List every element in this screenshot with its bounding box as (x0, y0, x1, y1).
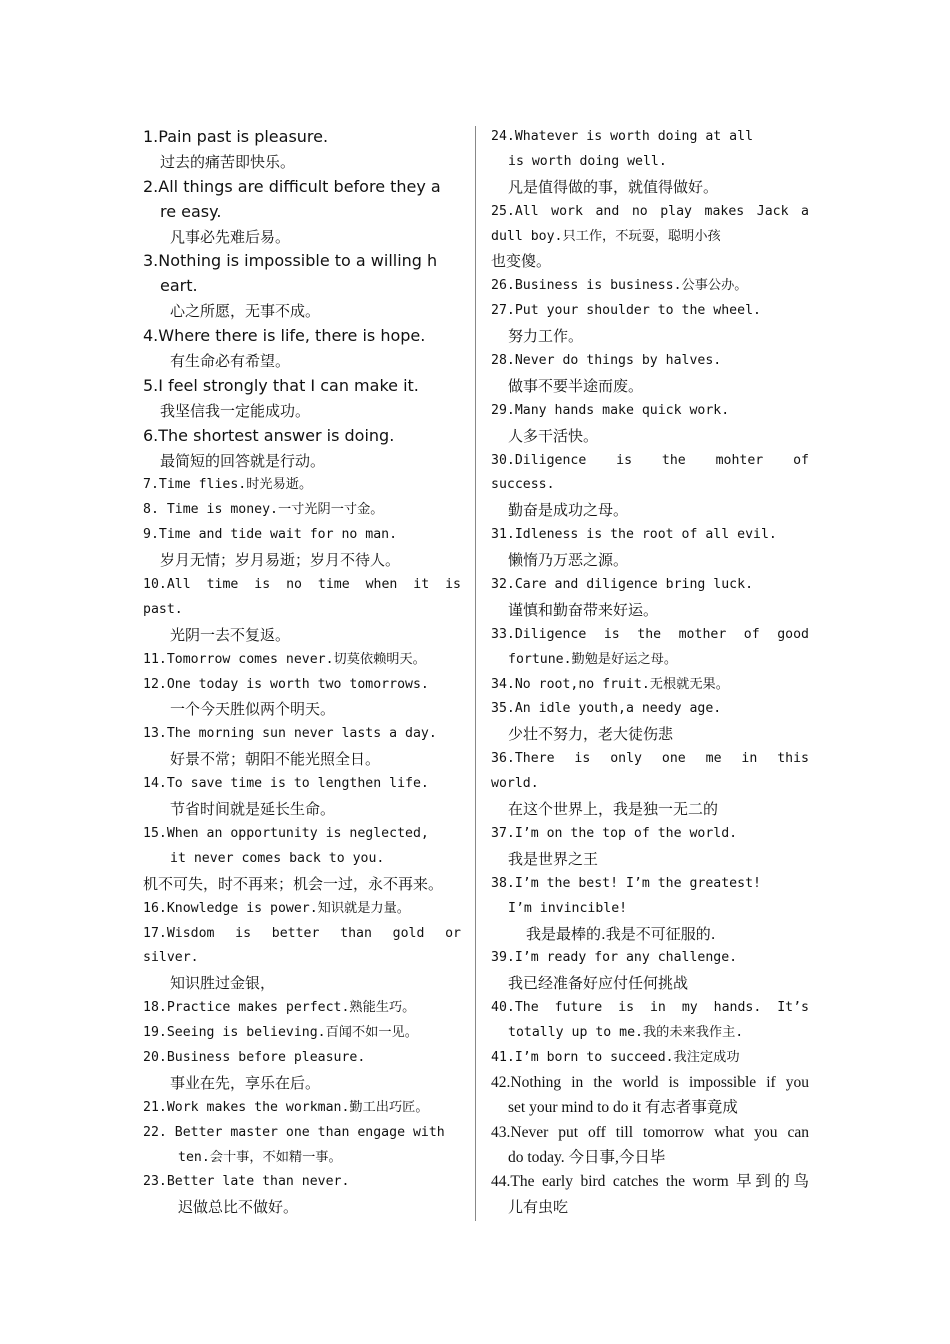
text-line: 2.All things are difficult before they a (143, 176, 441, 196)
text-line: success. (491, 477, 555, 493)
text-line: do today. 今日事,今日毕 (508, 1148, 666, 1166)
right-column (491, 125, 809, 1220)
text-line: totally up to me.我的未来我作主. (508, 1025, 744, 1041)
text-line: 懒惰乃万恶之源。 (508, 551, 629, 570)
text-line: 37.I’m on the top of the world. (491, 825, 738, 841)
text-line: 一个今天胜似两个明天。 (170, 700, 336, 719)
text-line: re easy. (160, 201, 222, 221)
text-line: 7.Time flies.时光易逝。 (143, 477, 313, 493)
text-line: 13.The morning sun never lasts a day. (143, 726, 437, 742)
text-line: 28.Never do things by halves. (491, 353, 722, 369)
text-line: 21.Work makes the workman.勤工出巧匠。 (143, 1099, 429, 1115)
text-line: 25.All work and no play makes Jack a (491, 203, 809, 219)
text-line: 我是世界之王 (508, 849, 599, 868)
text-line: 3.Nothing is impossible to a willing h (143, 251, 438, 271)
text-line: set your mind to do it 有志者事竟成 (508, 1098, 738, 1116)
text-line: 43.Never put off till tomorrow what you can (491, 1123, 809, 1141)
text-line: 23.Better late than never. (143, 1174, 350, 1190)
text-line: 36.There is only one me in this (491, 751, 809, 767)
text-line: 26.Business is business.公事公办。 (491, 278, 748, 294)
text-line: 勤奋是成功之母。 (508, 501, 629, 520)
text-line: 14.To save time is to lengthen life. (143, 776, 429, 792)
text-line: 努力工作。 (508, 327, 584, 346)
text-line: 好景不常；朝阳不能光照全日。 (170, 750, 381, 769)
text-line: 凡事必先难后易。 (170, 227, 291, 246)
text-line: 凡是值得做的事，就值得做好。 (508, 177, 719, 196)
text-line: dull boy.只工作，不玩耍，聪明小孩 (491, 228, 721, 244)
text-line: 光阴一去不复返。 (170, 625, 291, 644)
text-line: 我是最棒的.我是不可征服的. (526, 924, 716, 943)
text-line: eart. (160, 276, 198, 296)
text-line: 40.The future is in my hands. It’s (491, 1000, 809, 1016)
text-line: 32.Care and diligence bring luck. (491, 577, 754, 593)
column-divider (475, 126, 476, 1221)
text-line: 迟做总比不做好。 (178, 1198, 299, 1217)
text-line: 24.Whatever is worth doing at all (491, 129, 754, 144)
text-line: 17.Wisdom is better than gold or (143, 925, 461, 941)
text-line: 42.Nothing in the world is impossible if you (491, 1073, 809, 1091)
text-line: 35.An idle youth,a needy age. (491, 701, 722, 717)
text-line: world. (491, 776, 539, 792)
text-line: 16.Knowledge is power.知识就是力量。 (143, 900, 410, 916)
text-line: 33.Diligence is the mother of good (491, 626, 809, 642)
text-line: 31.Idleness is the root of all evil. (491, 527, 777, 543)
text-line: 事业在先，享乐在后。 (170, 1073, 321, 1092)
text-line: 知识胜过金银， (170, 974, 276, 993)
text-line: I’m invincible! (508, 900, 628, 916)
text-line: 8. Time is money.一寸光阴一寸金。 (143, 502, 384, 518)
text-line: 38.I’m the best! I’m the greatest! (491, 875, 761, 891)
text-line: 心之所愿，无事不成。 (170, 302, 321, 321)
text-line: 10.All time is no time when it is (143, 577, 461, 593)
text-line: 34.No root,no fruit.无根就无果。 (491, 676, 729, 692)
text-line: 最简短的回答就是行动。 (160, 451, 326, 470)
text-line: is worth doing well. (508, 153, 667, 169)
text-line: 机不可失，时不再来；机会一过，永不再来。 (143, 874, 444, 893)
text-line: 节省时间就是延长生命。 (170, 800, 336, 819)
text-line: 39.I’m ready for any challenge. (491, 950, 738, 966)
text-line: 27.Put your shoulder to the wheel. (491, 303, 761, 319)
text-line: 人多干活快。 (508, 426, 599, 445)
text-line: 11.Tomorrow comes never.切莫依赖明天。 (143, 651, 426, 667)
text-line: it never comes back to you. (170, 850, 385, 866)
text-line: 20.Business before pleasure. (143, 1049, 366, 1065)
text-line: fortune.勤勉是好运之母。 (508, 651, 678, 667)
text-line: 在这个世界上，我是独一无二的 (508, 800, 719, 819)
text-line: 我坚信我一定能成功。 (160, 401, 311, 420)
text-line: past. (143, 601, 183, 617)
text-line: 12.One today is worth two tomorrows. (143, 676, 429, 692)
text-line: 18.Practice makes perfect.熟能生巧。 (143, 1000, 416, 1016)
text-line: 岁月无情；岁月易逝；岁月不待人。 (160, 551, 401, 570)
text-line: 9.Time and tide wait for no man. (143, 527, 398, 543)
text-line: 41.I’m born to succeed.我注定成功 (491, 1049, 740, 1065)
text-line: 谨慎和勤奋带来好运。 (508, 600, 659, 619)
text-line: ten.会十事，不如精一事。 (178, 1149, 342, 1165)
text-line: 5.I feel strongly that I can make it. (143, 375, 419, 395)
left-column (143, 125, 461, 1220)
text-line: 44.The early bird catches the worm 早到的鸟 (491, 1173, 809, 1191)
text-line: 儿有虫吃 (508, 1198, 569, 1217)
text-line: 做事不要半途而废。 (508, 376, 644, 395)
text-line: 6.The shortest answer is doing. (143, 425, 395, 445)
text-line: 30.Diligence is the mohter of (491, 452, 809, 468)
text-line: 有生命必有希望。 (170, 352, 291, 371)
text-line: 过去的痛苦即快乐。 (160, 152, 296, 171)
text-line: 4.Where there is life, there is hope. (143, 326, 426, 346)
text-line: 22. Better master one than engage with (143, 1124, 445, 1140)
text-line: silver. (143, 950, 199, 966)
text-line: 也变傻。 (491, 252, 552, 271)
text-line: 1.Pain past is pleasure. (143, 127, 329, 146)
text-line: 29.Many hands make quick work. (491, 402, 730, 418)
text-line: 19.Seeing is believing.百闻不如一见。 (143, 1025, 418, 1041)
text-line: 我已经准备好应付任何挑战 (508, 974, 689, 993)
text-line: 15.When an opportunity is neglected, (143, 825, 429, 841)
text-line: 少壮不努力，老大徒伤悲 (508, 725, 674, 744)
